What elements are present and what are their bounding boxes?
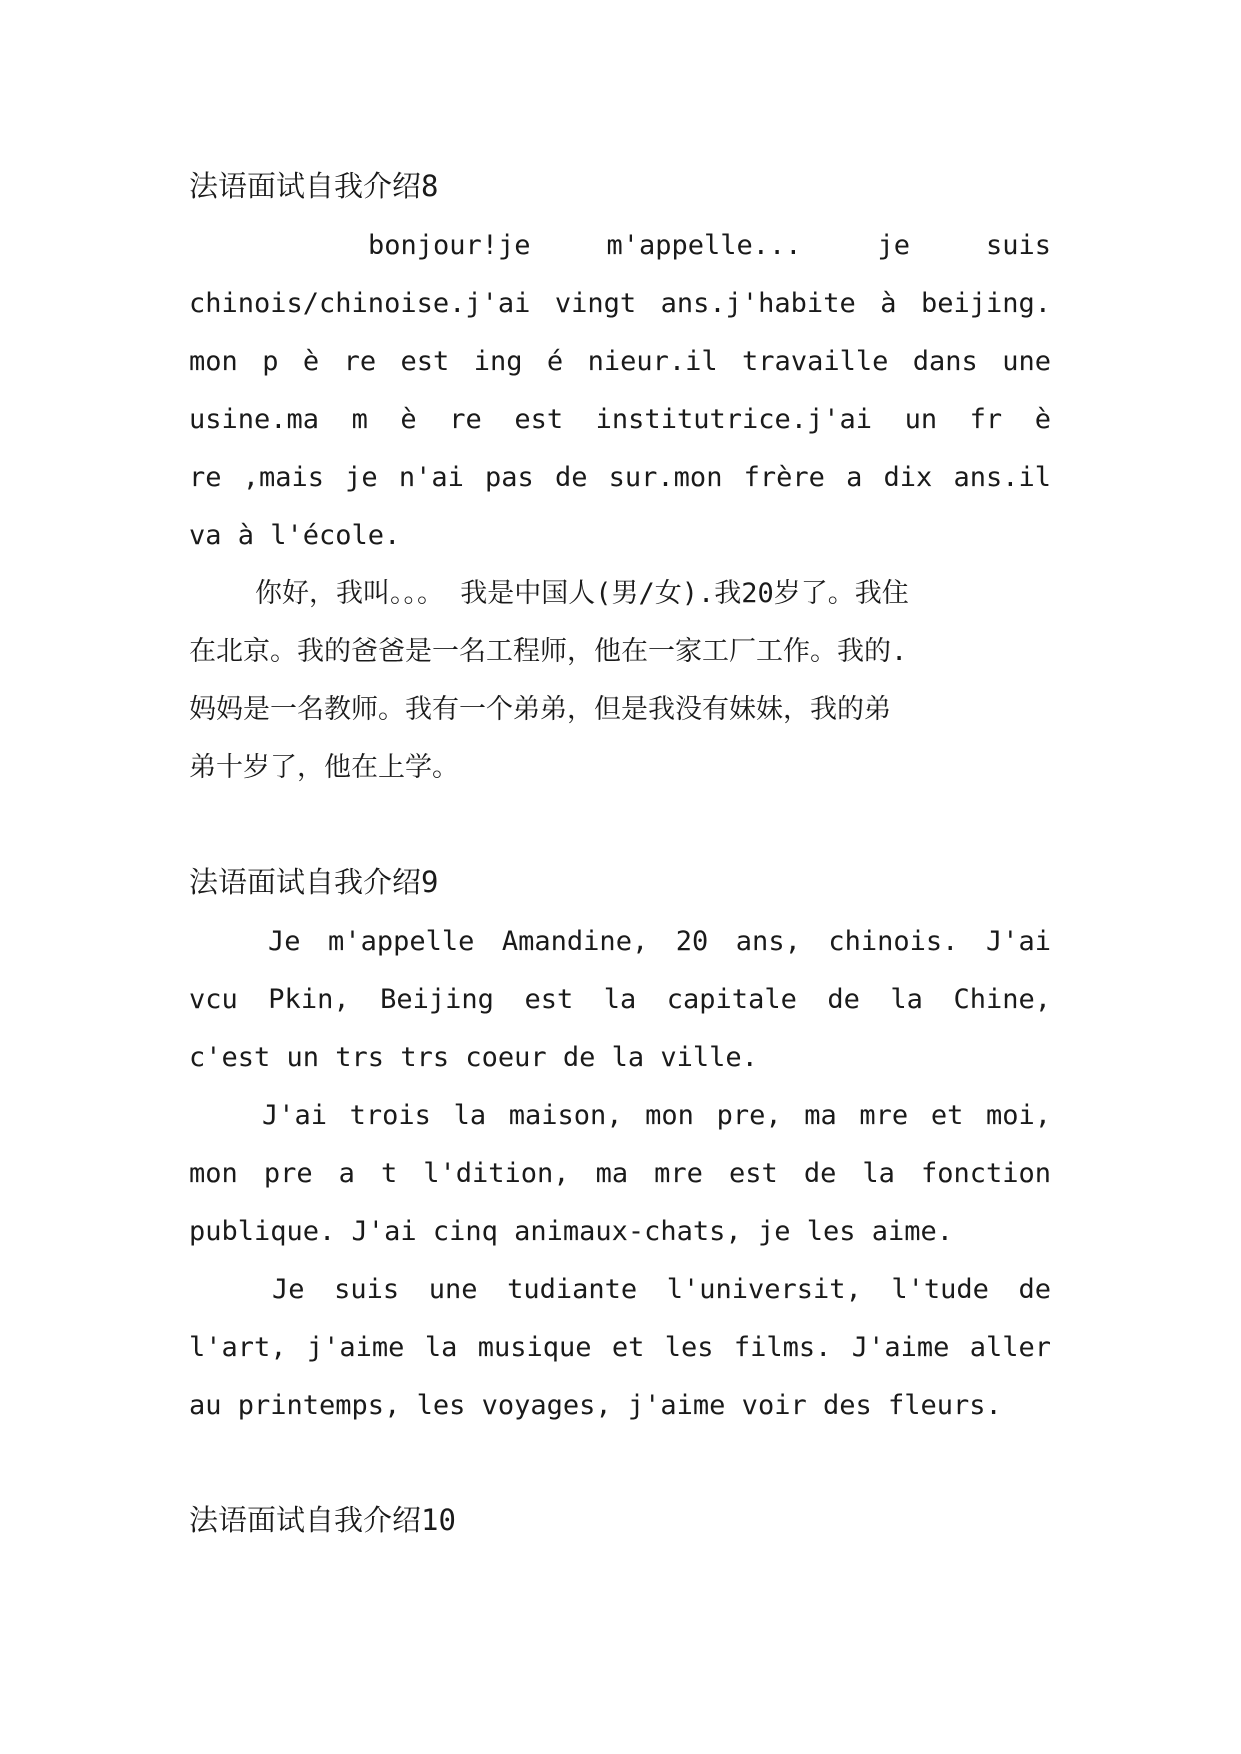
paragraph-line: re ,mais je n'ai pas de sur.mon frère a dix ans.il bbox=[189, 462, 1051, 493]
paragraph-line: Je m'appelle Amandine, 20 ans, chinois. J'ai bbox=[268, 926, 1051, 957]
paragraph-line: va à l'école. bbox=[189, 520, 401, 551]
paragraph-line: bonjour!je m'appelle... je suis bbox=[368, 230, 1051, 261]
paragraph-line: au printemps, les voyages, j'aime voir des fleurs. bbox=[189, 1390, 1002, 1421]
paragraph-line-zh: 在北京。我的爸爸是一名工程师，他在一家工厂工作。我的. bbox=[189, 636, 908, 667]
paragraph-line: chinois/chinoise.j'ai vingt ans.j'habite à beijing. bbox=[189, 288, 1051, 319]
section-heading-9: 法语面试自我介绍9 bbox=[189, 865, 439, 899]
paragraph-line-zh: 妈妈是一名教师。我有一个弟弟，但是我没有妹妹，我的弟 bbox=[189, 694, 891, 725]
paragraph-line-zh: 弟十岁了，他在上学。 bbox=[189, 752, 459, 783]
paragraph-line: publique. J'ai cinq animaux-chats, je les aime. bbox=[189, 1216, 954, 1247]
paragraph-line: Je suis une tudiante l'universit, l'tude de bbox=[272, 1274, 1051, 1305]
paragraph-line: l'art, j'aime la musique et les films. J'aime aller bbox=[189, 1332, 1051, 1363]
section-heading-10: 法语面试自我介绍10 bbox=[189, 1503, 456, 1537]
paragraph-line: J'ai trois la maison, mon pre, ma mre et moi, bbox=[262, 1100, 1051, 1131]
section-heading-8: 法语面试自我介绍8 bbox=[189, 169, 439, 203]
paragraph-line-zh: 你好，我叫。。。 我是中国人(男/女).我20岁了。我住 bbox=[255, 578, 909, 609]
paragraph-line: mon p è re est ing é nieur.il travaille dans une bbox=[189, 346, 1051, 377]
paragraph-line: usine.ma m è re est institutrice.j'ai un fr è bbox=[189, 404, 1051, 435]
paragraph-line: vcu Pkin, Beijing est la capitale de la Chine, bbox=[189, 984, 1051, 1015]
paragraph-line: c'est un trs trs coeur de la ville. bbox=[189, 1042, 758, 1073]
paragraph-line: mon pre a t l'dition, ma mre est de la fonction bbox=[189, 1158, 1051, 1189]
